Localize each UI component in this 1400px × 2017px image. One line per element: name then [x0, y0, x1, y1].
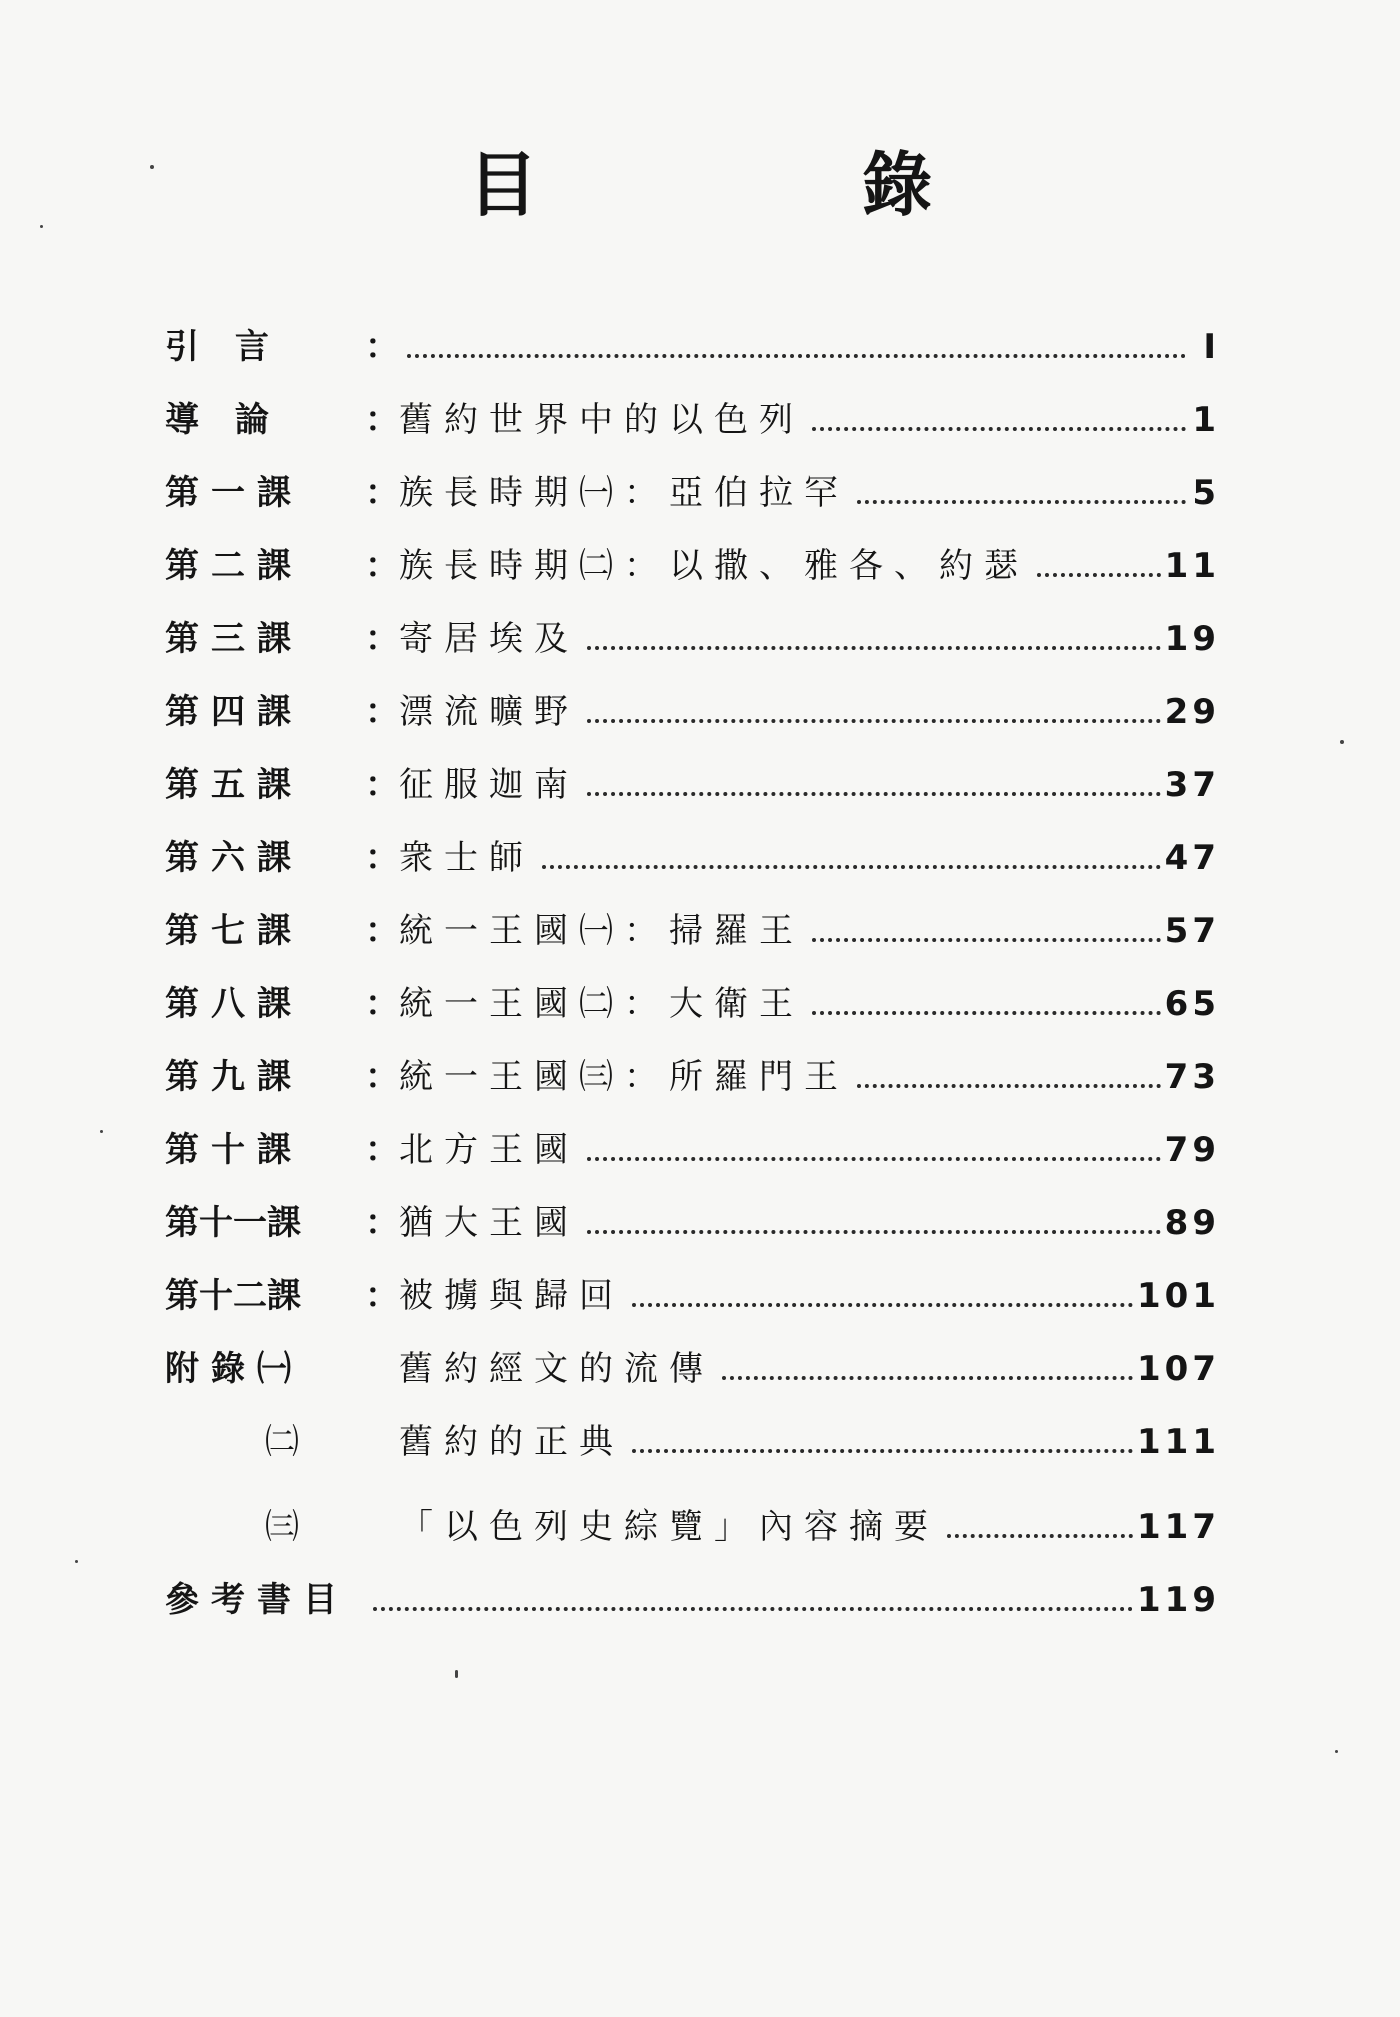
toc-entry-page: 119 [1137, 1580, 1220, 1620]
toc-entry-separator: ： [365, 619, 399, 659]
toc-entry-label: ㈢ [265, 1507, 311, 1547]
scan-speck [150, 165, 154, 169]
toc-entry-label: 第二課 [165, 546, 303, 586]
dot-leader [632, 1449, 1133, 1453]
toc-entry-page: 47 [1164, 838, 1220, 878]
toc-entry-page: 117 [1137, 1507, 1220, 1547]
toc-entry-separator: ： [365, 765, 399, 805]
toc-entry-lesson-9[interactable] [165, 1057, 1220, 1133]
toc-entry-title: 統一王國㈠：掃羅王 [399, 911, 804, 951]
dot-leader [587, 792, 1161, 796]
toc-entry-separator: ： [365, 400, 399, 440]
dot-leader [857, 500, 1186, 504]
toc-entry-page: 79 [1164, 1130, 1220, 1170]
dot-leader [587, 1230, 1161, 1234]
toc-entry-label: 第一課 [165, 473, 303, 513]
toc-entry-page: 73 [1164, 1057, 1220, 1097]
toc-entry-lesson-4[interactable] [165, 692, 1220, 768]
toc-entry-title: 族長時期㈡：以撒、雅各、約瑟 [399, 546, 1029, 586]
toc-entry-lesson-8[interactable] [165, 984, 1220, 1060]
toc-entry-label: 第九課 [165, 1057, 303, 1097]
toc-entry-title: 舊約經文的流傳 [399, 1349, 714, 1389]
toc-entry-label: 引 言 [165, 327, 281, 367]
scan-speck [1335, 1750, 1338, 1753]
dot-leader [812, 938, 1161, 942]
toc-entry-lesson-12[interactable] [165, 1276, 1220, 1352]
dot-leader [587, 719, 1161, 723]
toc-entry-title: 統一王國㈡：大衛王 [399, 984, 804, 1024]
toc-entry-title: 北方王國 [399, 1130, 579, 1170]
toc-entry-preface[interactable] [165, 327, 1220, 403]
toc-entry-separator: ： [365, 473, 399, 513]
toc-entry-label: 第三課 [165, 619, 303, 659]
toc-entry-lesson-10[interactable] [165, 1130, 1220, 1206]
dot-leader [373, 1607, 1133, 1611]
toc-entry-separator: ： [365, 911, 399, 951]
toc-entry-bibliography[interactable] [165, 1580, 1220, 1656]
toc-entry-introduction[interactable] [165, 400, 1220, 476]
toc-entry-separator: ： [365, 692, 399, 732]
toc-entry-separator: ： [365, 546, 399, 586]
scan-speck [100, 1130, 103, 1133]
toc-entry-label: 第十一課 [165, 1203, 301, 1243]
toc-entry-label: 參考書目 [165, 1580, 349, 1620]
toc-entry-page: 37 [1164, 765, 1220, 805]
toc-entry-label: 第十課 [165, 1130, 303, 1170]
toc-entry-page: 89 [1164, 1203, 1220, 1243]
scan-speck [455, 1670, 458, 1678]
toc-entry-page: 5 [1192, 473, 1220, 513]
dot-leader [947, 1534, 1133, 1538]
toc-entry-label: 第七課 [165, 911, 303, 951]
toc-entry-lesson-6[interactable] [165, 838, 1220, 914]
dot-leader [632, 1303, 1133, 1307]
toc-entry-separator: ： [365, 1203, 399, 1243]
page-title: 目 錄 [467, 144, 1083, 226]
toc-entry-label: 導 論 [165, 400, 281, 440]
toc-entry-label: 第八課 [165, 984, 303, 1024]
toc-entry-lesson-3[interactable] [165, 619, 1220, 695]
toc-entry-label: 第五課 [165, 765, 303, 805]
scan-speck [40, 225, 43, 228]
dot-leader [812, 1011, 1161, 1015]
toc-entry-page: I [1203, 327, 1220, 367]
toc-entry-lesson-5[interactable] [165, 765, 1220, 841]
toc-entry-separator: ： [365, 984, 399, 1024]
toc-entry-title: 征服迦南 [399, 765, 579, 805]
toc-entry-page: 107 [1137, 1349, 1220, 1389]
scan-speck [1340, 740, 1344, 744]
toc-entry-page: 111 [1137, 1422, 1220, 1462]
toc-entry-title: 衆士師 [399, 838, 534, 878]
table-of-contents [165, 327, 1220, 1656]
toc-entry-appendix-2[interactable] [165, 1422, 1220, 1498]
dot-leader [1037, 573, 1161, 577]
toc-entry-page: 19 [1164, 619, 1220, 659]
toc-entry-label: 附錄㈠ [165, 1349, 303, 1389]
toc-entry-title: 寄居埃及 [399, 619, 579, 659]
toc-entry-page: 29 [1164, 692, 1220, 732]
toc-entry-separator: ： [365, 1057, 399, 1097]
toc-entry-title: 舊約的正典 [399, 1422, 624, 1462]
toc-entry-separator: ： [365, 1276, 399, 1316]
dot-leader [857, 1084, 1161, 1088]
dot-leader [812, 427, 1186, 431]
toc-entry-label: 第六課 [165, 838, 303, 878]
toc-entry-title: 猶大王國 [399, 1203, 579, 1243]
toc-entry-title: 族長時期㈠：亞伯拉罕 [399, 473, 849, 513]
toc-entry-appendix-3[interactable] [165, 1507, 1220, 1583]
toc-entry-appendix-1[interactable] [165, 1349, 1220, 1425]
toc-entry-page: 57 [1164, 911, 1220, 951]
toc-entry-page: 65 [1164, 984, 1220, 1024]
dot-leader [722, 1376, 1133, 1380]
toc-entry-label: 第四課 [165, 692, 303, 732]
toc-entry-label: 第十二課 [165, 1276, 301, 1316]
toc-entry-separator: ： [365, 327, 399, 367]
dot-leader [587, 1157, 1161, 1161]
toc-entry-title: 「以色列史綜覽」內容摘要 [399, 1507, 939, 1547]
toc-entry-page: 11 [1164, 546, 1220, 586]
toc-entry-page: 101 [1137, 1276, 1220, 1316]
toc-entry-lesson-11[interactable] [165, 1203, 1220, 1279]
toc-entry-separator: ： [365, 1130, 399, 1170]
toc-entry-separator: ： [365, 838, 399, 878]
toc-entry-lesson-1[interactable] [165, 473, 1220, 549]
toc-entry-title: 漂流曠野 [399, 692, 579, 732]
toc-entry-title: 被擄與歸回 [399, 1276, 624, 1316]
toc-entry-title: 舊約世界中的以色列 [399, 400, 804, 440]
toc-entry-page: 1 [1192, 400, 1220, 440]
dot-leader [587, 646, 1161, 650]
toc-entry-title: 統一王國㈢：所羅門王 [399, 1057, 849, 1097]
toc-entry-lesson-2[interactable] [165, 546, 1220, 622]
toc-entry-lesson-7[interactable] [165, 911, 1220, 987]
scan-speck [75, 1560, 78, 1563]
dot-leader [407, 354, 1186, 358]
dot-leader [542, 865, 1161, 869]
toc-entry-label: ㈡ [265, 1422, 311, 1462]
